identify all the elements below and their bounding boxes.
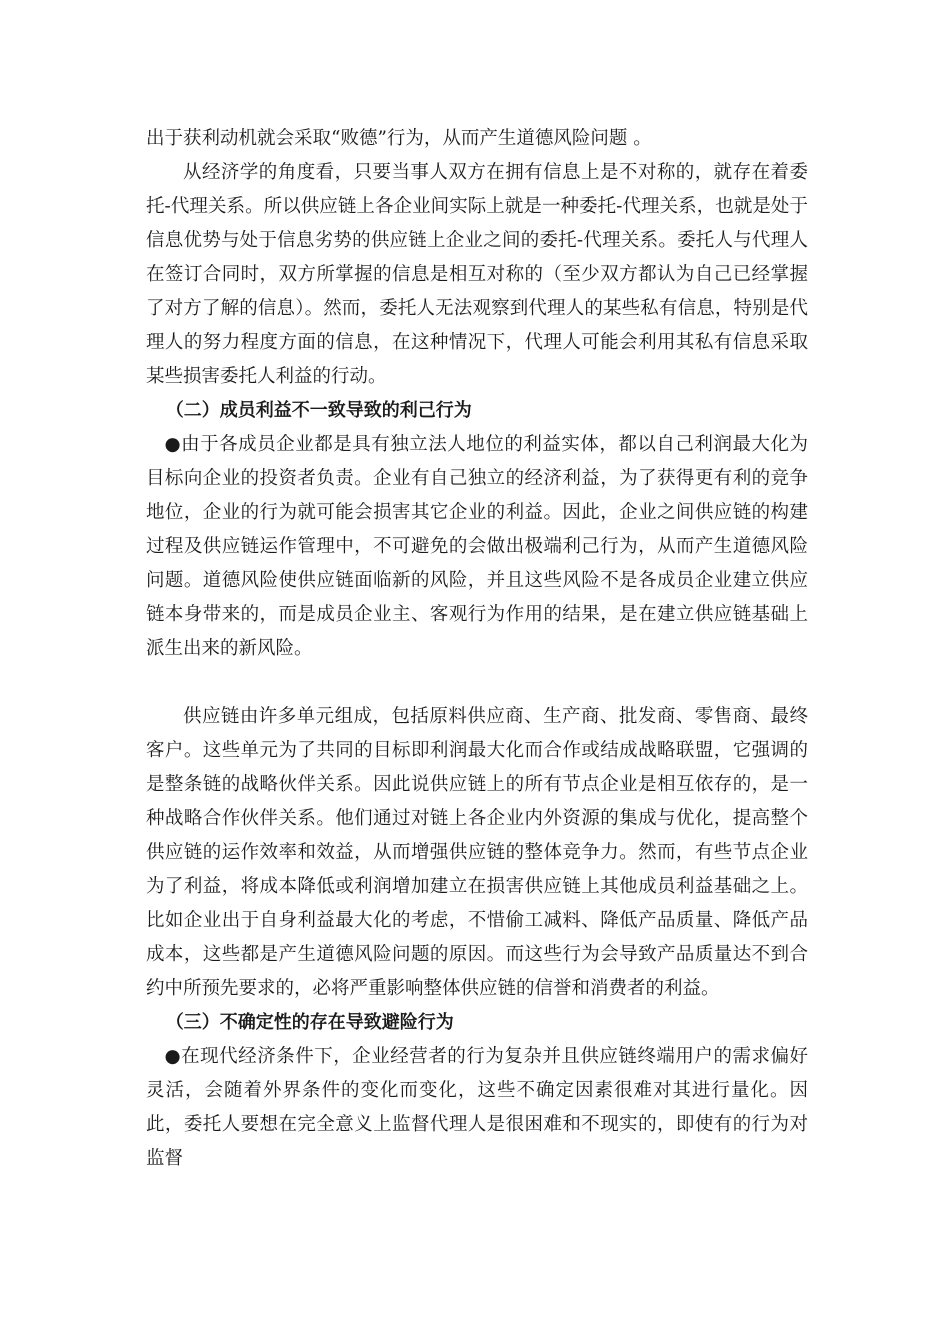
paragraph-continuation: 出于获利动机就会采取“败德”行为，从而产生道德风险问题 。 bbox=[146, 128, 652, 149]
section-heading-2: （二）成员利益不一致导致的利己行为 bbox=[165, 400, 472, 421]
paragraph-gap bbox=[146, 666, 808, 700]
paragraph-principal-agent: 从经济学的角度看，只要当事人双方在拥有信息上是不对称的，就存在着委托-代理关系。所以供应链上各企业间实际上就是一种委托-代理关系，也就是处于信息优势与处于信息劣势的供应链上企业之间的委托-代理关系。委托人与代理人在签订合同时，双方所掌握的信息是相互对称的（至少双方都认为自己已经掌握了对方了解的信息）。然而，委托人无法观察到代理人的某些私有信息，特别是代理人的努力程度方面的信息，在这种情况下，代理人可能会利用其私有信息采取某些损害委托人利益的行动。 bbox=[146, 162, 808, 387]
section-heading-3: （三）不确定性的存在导致避险行为 bbox=[165, 1012, 454, 1033]
paragraph-supply-chain: 供应链由许多单元组成，包括原料供应商、生产商、批发商、零售商、最终客户。这些单元为了共同的目标即利润最大化而合作或结成战略联盟，它强调的是整条链的战略伙伴关系。因此说供应链上的所有节点企业是相互依存的，是一种战略合作伙伴关系。他们通过对链上各企业内外资源的集成与优化，提高整个供应链的运作效率和效益，从而增强供应链的整体竞争力。然而，有些节点企业为了利益，将成本降低或利润增加建立在损害供应链上其他成员利益基础之上。比如企业出于自身利益最大化的考虑，不惜偷工减料、降低产品质量、降低产品成本，这些都是产生道德风险问题的原因。而这些行为会导致产品质量达不到合约中所预先要求的，必将严重影响整体供应链的信誉和消费者的利益。 bbox=[146, 706, 808, 999]
paragraph-self-interest: ●由于各成员企业都是具有独立法人地位的利益实体，都以自己利润最大化为目标向企业的投资者负责。企业有自己独立的经济利益，为了获得更有利的竞争地位，企业的行为就可能会损害其它企业的利益。因此，企业之间供应链的构建过程及供应链运作管理中，不可避免的会做出极端利己行为，从而产生道德风险问题。道德风险使供应链面临新的风险，并且这些风险不是各成员企业建立供应链本身带来的，而是成员企业主、客观行为作用的结果，是在建立供应链基础上派生出来的新风险。 bbox=[146, 434, 808, 659]
document-page bbox=[146, 122, 808, 1176]
paragraph-uncertainty: ●在现代经济条件下，企业经营者的行为复杂并且供应链终端用户的需求偏好灵活，会随着外界条件的变化而变化，这些不确定因素很难对其进行量化。因此，委托人要想在完全意义上监督代理人是很困难和不现实的，即使有的行为对监督 bbox=[146, 1046, 808, 1169]
